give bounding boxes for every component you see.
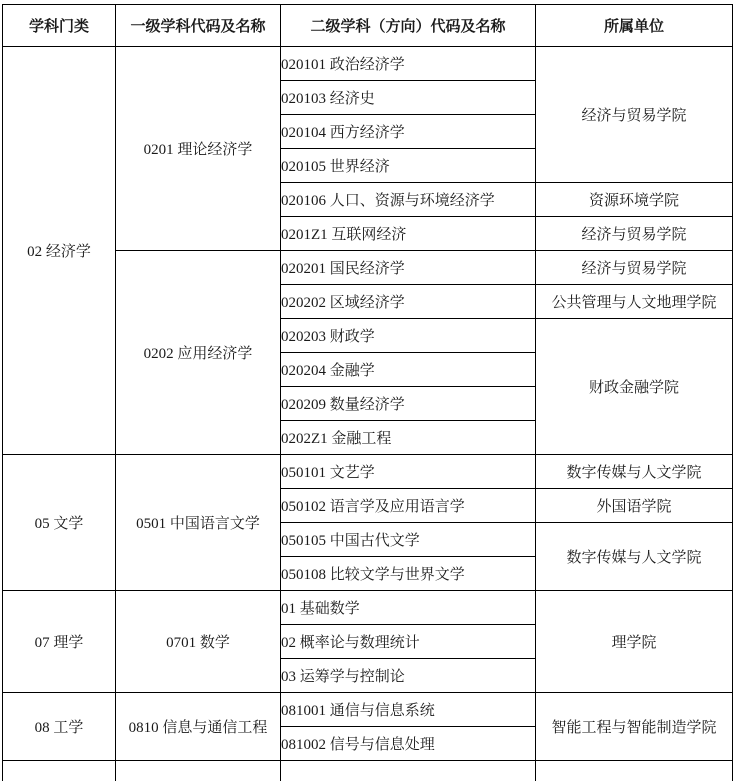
unit-cell: 经济与贸易学院 bbox=[536, 217, 733, 251]
second-level-cell: 020209 数量经济学 bbox=[281, 387, 536, 421]
category-cell: 08 工学 bbox=[3, 693, 116, 761]
second-level-cell: 020203 财政学 bbox=[281, 319, 536, 353]
category-cell: 05 文学 bbox=[3, 455, 116, 591]
second-level-cell: 020202 区域经济学 bbox=[281, 285, 536, 319]
header-second-level-code-name: 二级学科（方向）代码及名称 bbox=[281, 5, 536, 47]
first-level-cell: 0202 应用经济学 bbox=[116, 251, 281, 455]
header-affiliated-unit: 所属单位 bbox=[536, 5, 733, 47]
unit-cell: 公共管理与人文地理学院 bbox=[536, 285, 733, 319]
second-level-cell: 020201 国民经济学 bbox=[281, 251, 536, 285]
unit-cell: 资源环境学院 bbox=[536, 183, 733, 217]
second-level-cell: 01 基础数学 bbox=[281, 591, 536, 625]
second-level-cell: 020103 经济史 bbox=[281, 81, 536, 115]
second-level-cell: 081001 通信与信息系统 bbox=[281, 693, 536, 727]
table-header-row bbox=[3, 5, 733, 47]
table-row bbox=[3, 455, 733, 489]
unit-cell: 财政金融学院 bbox=[536, 319, 733, 455]
category-cell: 02 经济学 bbox=[3, 47, 116, 455]
category-cell: 07 理学 bbox=[3, 591, 116, 693]
empty-cell bbox=[3, 761, 116, 781]
second-level-cell: 020106 人口、资源与环境经济学 bbox=[281, 183, 536, 217]
header-first-level-code-name: 一级学科代码及名称 bbox=[116, 5, 281, 47]
disciplines-table bbox=[2, 4, 733, 781]
second-level-cell: 020204 金融学 bbox=[281, 353, 536, 387]
empty-cell bbox=[281, 761, 536, 781]
unit-cell: 理学院 bbox=[536, 591, 733, 693]
table-row bbox=[3, 591, 733, 625]
second-level-cell: 050108 比较文学与世界文学 bbox=[281, 557, 536, 591]
unit-cell: 经济与贸易学院 bbox=[536, 251, 733, 285]
header-discipline-category: 学科门类 bbox=[3, 5, 116, 47]
first-level-cell: 0701 数学 bbox=[116, 591, 281, 693]
second-level-cell: 050105 中国古代文学 bbox=[281, 523, 536, 557]
unit-cell: 外国语学院 bbox=[536, 489, 733, 523]
first-level-cell: 0201 理论经济学 bbox=[116, 47, 281, 251]
second-level-cell: 020101 政治经济学 bbox=[281, 47, 536, 81]
empty-cell bbox=[536, 761, 733, 781]
second-level-cell: 081002 信号与信息处理 bbox=[281, 727, 536, 761]
second-level-cell: 020105 世界经济 bbox=[281, 149, 536, 183]
empty-cell bbox=[116, 761, 281, 781]
second-level-cell: 02 概率论与数理统计 bbox=[281, 625, 536, 659]
second-level-cell: 050102 语言学及应用语言学 bbox=[281, 489, 536, 523]
partial-table-row bbox=[3, 761, 733, 781]
second-level-cell: 0202Z1 金融工程 bbox=[281, 421, 536, 455]
second-level-cell: 0201Z1 互联网经济 bbox=[281, 217, 536, 251]
table-row bbox=[3, 693, 733, 727]
table-body bbox=[3, 47, 733, 781]
second-level-cell: 020104 西方经济学 bbox=[281, 115, 536, 149]
unit-cell: 智能工程与智能制造学院 bbox=[536, 693, 733, 761]
second-level-cell: 03 运筹学与控制论 bbox=[281, 659, 536, 693]
second-level-cell: 050101 文艺学 bbox=[281, 455, 536, 489]
unit-cell: 经济与贸易学院 bbox=[536, 47, 733, 183]
unit-cell: 数字传媒与人文学院 bbox=[536, 523, 733, 591]
first-level-cell: 0501 中国语言文学 bbox=[116, 455, 281, 591]
table-row bbox=[3, 47, 733, 81]
first-level-cell: 0810 信息与通信工程 bbox=[116, 693, 281, 761]
unit-cell: 数字传媒与人文学院 bbox=[536, 455, 733, 489]
